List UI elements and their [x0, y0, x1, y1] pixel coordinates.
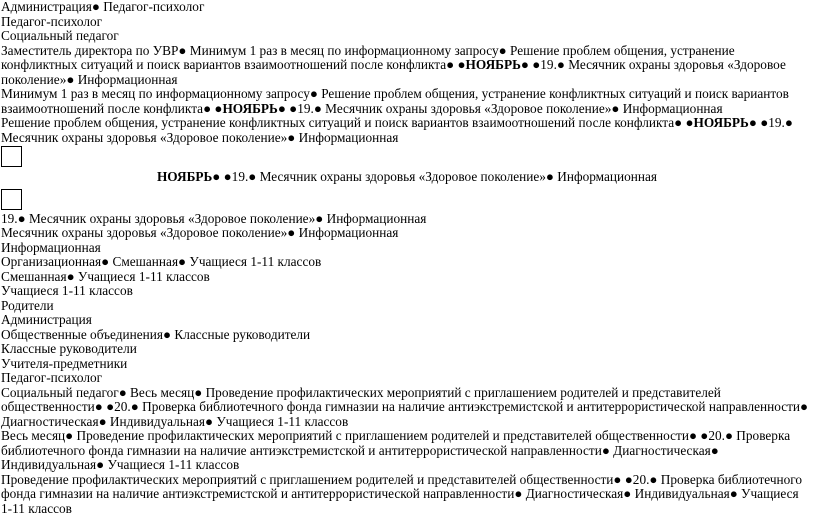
text-line-14: Администрация: [1, 313, 813, 328]
text-run: Минимум 1 раз в месяц по информационному запросу● Решение проблем общения, устранение конфликтных ситуаций и поиск вариантов взаимоотношений после конфликта● ●: [1, 86, 792, 116]
text-paragraph-19: Социальный педагог● Весь месяц● Проведение профилактических мероприятий с приглашением родителей и представителей общественности● ●20.● Проверка библиотечного фонда гимназии на наличие антиэкстремистской и антитеррористической направленности● Диагностическая● Индивидуальная● Учащиеся 1-11 классов: [1, 386, 813, 430]
text-line-10: Организационная● Смешанная● Учащиеся 1-11 классов: [1, 255, 813, 270]
month-label: НОЯБРЬ: [466, 57, 521, 72]
month-label: НОЯБРЬ: [222, 101, 277, 116]
text-paragraph-5: [1, 87, 813, 116]
text-run: ● ●19.● Месячник охраны здоровья «Здоровое поколение»● Информационная: [1, 57, 789, 87]
month-label: НОЯБРЬ: [157, 169, 212, 184]
text-paragraph-6: [1, 116, 813, 145]
document-body: [1, 0, 813, 516]
text-run: ● ●19.● Месячник охраны здоровья «Здоровое поколение»● Информационная: [278, 101, 723, 116]
text-line-12: Учащиеся 1-11 классов: [1, 284, 813, 299]
text-run: ● ●19.● Месячник охраны здоровья «Здоровое поколение»● Информационная: [1, 115, 796, 145]
text-line-16: Классные руководители: [1, 342, 813, 357]
text-line-13: Родители: [1, 299, 813, 314]
text-line-8: Месячник охраны здоровья «Здоровое поколение»● Информационная: [1, 226, 813, 241]
text-line-3: Социальный педагог: [1, 29, 813, 44]
text-run: Заместитель директора по УВР● Минимум 1 раз в месяц по информационному запросу● Решение проблем общения, устранение конфликтных ситуаций и поиск вариантов взаимоотношений после конфликта● ●: [1, 43, 738, 73]
text-line-17: Учителя-предметники: [1, 357, 813, 372]
text-line-15: Общественные объединения● Классные руководители: [1, 328, 813, 343]
text-line-1: Администрация● Педагог-психолог: [1, 0, 813, 15]
text-line-2: Педагог-психолог: [1, 15, 813, 30]
text-paragraph-21: Проведение профилактических мероприятий с приглашением родителей и представителей общественности● ●20.● Проверка библиотечного фонда гимназии на наличие антиэкстремистской и антитеррористической направленности● Диагностическая● Индивидуальная● Учащиеся 1-11 классов: [1, 473, 813, 516]
text-centered-line: [1, 170, 813, 185]
text-paragraph-4: [1, 44, 813, 88]
text-line-7: 19.● Месячник охраны здоровья «Здоровое поколение»● Информационная: [1, 212, 813, 227]
empty-cell-box: [1, 189, 22, 210]
text-run: Решение проблем общения, устранение конфликтных ситуаций и поиск вариантов взаимоотношений после конфликта● ●: [1, 115, 694, 130]
text-line-18: Педагог-психолог: [1, 371, 813, 386]
text-line-9: Информационная: [1, 241, 813, 256]
text-run: ● ●19.● Месячник охраны здоровья «Здоровое поколение»● Информационная: [212, 169, 657, 184]
text-line-11: Смешанная● Учащиеся 1-11 классов: [1, 270, 813, 285]
empty-cell-box: [1, 146, 22, 167]
month-label: НОЯБРЬ: [694, 115, 749, 130]
text-paragraph-20: Весь месяц● Проведение профилактических мероприятий с приглашением родителей и представителей общественности● ●20.● Проверка библиотечного фонда гимназии на наличие антиэкстремистской и антитеррористической направленности● Диагностическая● Индивидуальная● Учащиеся 1-11 классов: [1, 429, 813, 473]
